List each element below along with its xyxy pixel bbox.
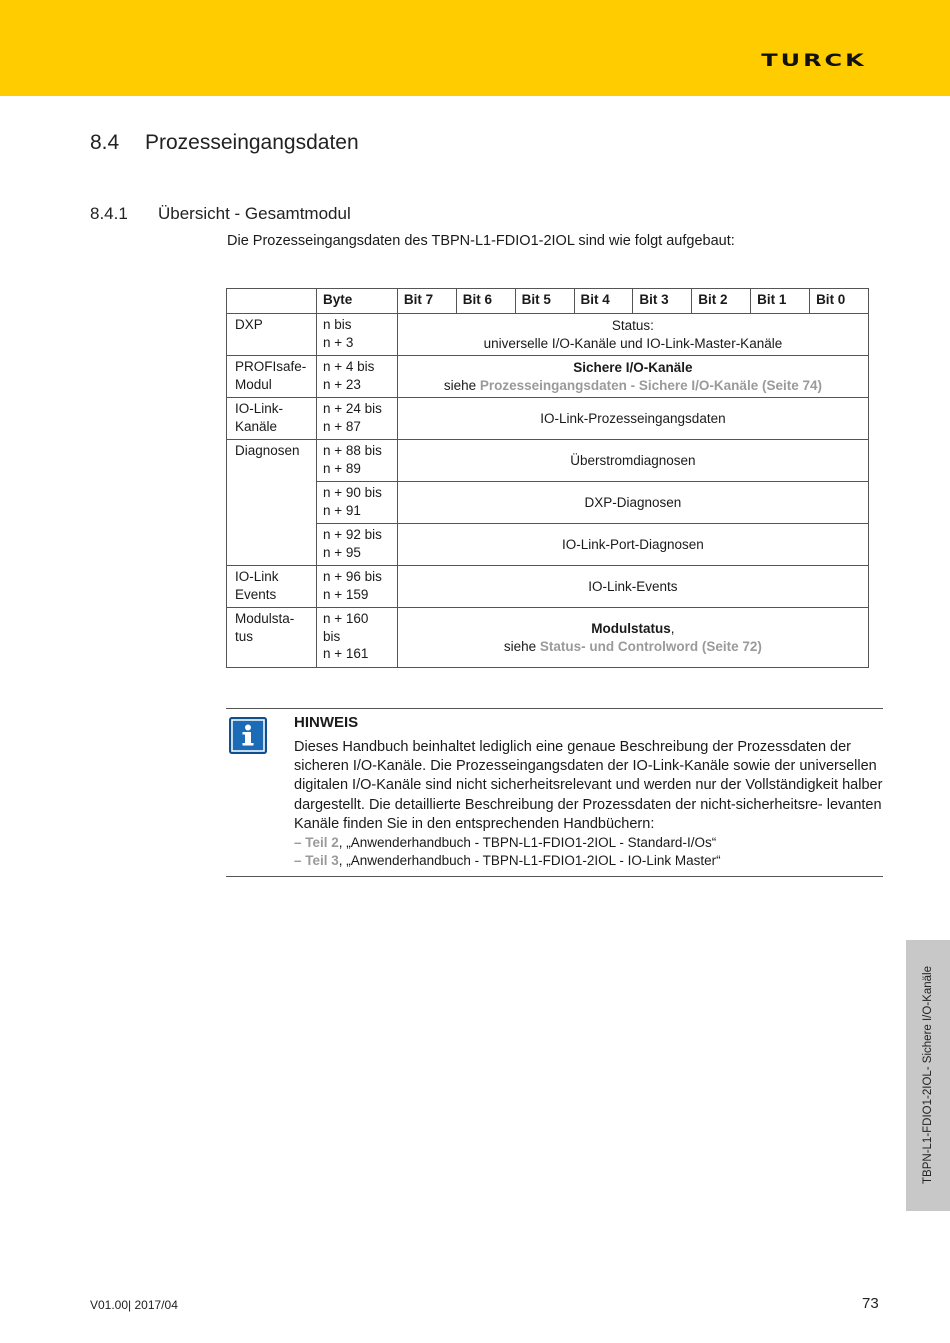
- header-cell: Bit 7: [397, 289, 456, 314]
- header-cell: Bit 6: [456, 289, 515, 314]
- cross-reference-link[interactable]: Status- und Controlword (Seite 72): [539, 638, 762, 654]
- section-number: 8.4: [90, 131, 120, 154]
- header-cell: [227, 289, 317, 314]
- header-band: [0, 0, 950, 96]
- byte-range: n + 24 bis n + 87: [316, 398, 397, 440]
- byte-range: n + 90 bis n + 91: [316, 482, 397, 524]
- table-row: [227, 566, 869, 608]
- row-description: Überstromdiagnosen: [397, 440, 868, 482]
- section-title: Prozesseingangsdaten: [145, 131, 359, 154]
- table-row: [227, 608, 869, 668]
- subsection-heading: [90, 204, 351, 224]
- byte-range: n + 88 bis n + 89: [316, 440, 397, 482]
- row-label: DXP: [227, 314, 317, 356]
- byte-range: n + 4 bis n + 23: [316, 356, 397, 398]
- table-row: [227, 440, 869, 482]
- footer-version: V01.00| 2017/04: [90, 1298, 178, 1312]
- byte-range: n + 92 bis n + 95: [316, 524, 397, 566]
- row-description: IO-Link-Port-Diagnosen: [397, 524, 868, 566]
- subsection-title: Übersicht - Gesamtmodul: [158, 204, 351, 223]
- row-label: Diagnosen: [227, 440, 317, 566]
- note-title: HINWEIS: [294, 714, 359, 731]
- row-description: IO-Link-Events: [397, 566, 868, 608]
- header-cell: Bit 1: [751, 289, 810, 314]
- row-description: IO-Link-Prozesseingangsdaten: [397, 398, 868, 440]
- header-cell: Bit 4: [574, 289, 633, 314]
- reference-link[interactable]: – Teil 2: [294, 835, 339, 850]
- table-row: [227, 398, 869, 440]
- row-label: PROFIsafe- Modul: [227, 356, 317, 398]
- info-icon: [229, 717, 267, 754]
- table-row: [227, 524, 869, 566]
- row-label: IO-Link Events: [227, 566, 317, 608]
- reference-item: – Teil 3, „Anwenderhandbuch - TBPN-L1-FDIO1-2IOL - IO-Link Master“: [294, 853, 721, 868]
- byte-range: n + 96 bis n + 159: [316, 566, 397, 608]
- header-cell: Bit 3: [633, 289, 692, 314]
- note-rule-bottom: [226, 876, 883, 877]
- row-label: Modulsta- tus: [227, 608, 317, 668]
- table-row: [227, 356, 869, 398]
- note-body: Dieses Handbuch beinhaltet lediglich eine genaue Beschreibung der Prozessdaten der sicheren I/O-Kanäle. Die Prozesseingangsdaten der IO-Link-Kanäle sowie der universellen digitalen I/O-Kanäle sind nicht sicherheitsrelevant und werden nur der Vollständigkeit halber dargestellt. Die detaillierte Beschreibung der Prozessdaten der nicht-sicherheitsre- levanten Kanäle finden Sie in den entsprechenden Handbüchern:: [294, 739, 883, 832]
- row-label: IO-Link- Kanäle: [227, 398, 317, 440]
- table-header-row: [227, 289, 869, 314]
- row-description: Status: universelle I/O-Kanäle und IO-Link-Master-Kanäle: [397, 314, 868, 356]
- page-number: 73: [862, 1295, 879, 1312]
- header-cell: Bit 0: [810, 289, 869, 314]
- header-cell: Byte: [316, 289, 397, 314]
- header-cell: Bit 2: [692, 289, 751, 314]
- reference-item: – Teil 2, „Anwenderhandbuch - TBPN-L1-FDIO1-2IOL - Standard-I/Os“: [294, 835, 717, 850]
- byte-range: n + 160 bis n + 161: [316, 608, 397, 668]
- subsection-number: 8.4.1: [90, 204, 128, 223]
- table-row: [227, 314, 869, 356]
- byte-range: n bis n + 3: [316, 314, 397, 356]
- note-rule-top: [226, 708, 883, 709]
- chapter-side-tab: [906, 940, 950, 1211]
- row-description: Sichere I/O-Kanäle siehe Prozesseingangsdaten - Sichere I/O-Kanäle (Seite 74): [397, 356, 868, 398]
- row-description: DXP-Diagnosen: [397, 482, 868, 524]
- turck-logo: TURCK: [761, 49, 867, 71]
- table-row: [227, 482, 869, 524]
- header-cell: Bit 5: [515, 289, 574, 314]
- cross-reference-link[interactable]: Prozesseingangsdaten - Sichere I/O-Kanäle (Seite 74): [479, 377, 822, 393]
- reference-link[interactable]: – Teil 3: [294, 853, 339, 868]
- process-data-table: [226, 288, 869, 668]
- intro-text: Die Prozesseingangsdaten des TBPN-L1-FDIO1-2IOL sind wie folgt aufgebaut:: [227, 233, 735, 249]
- side-tab-label: TBPN-L1-FDIO1-2IOL- Sichere I/O-Kanäle: [922, 966, 934, 1184]
- section-heading: [90, 131, 359, 155]
- row-description: Modulstatus, siehe Status- und Controlword (Seite 72): [397, 608, 868, 668]
- note-references: [294, 834, 721, 870]
